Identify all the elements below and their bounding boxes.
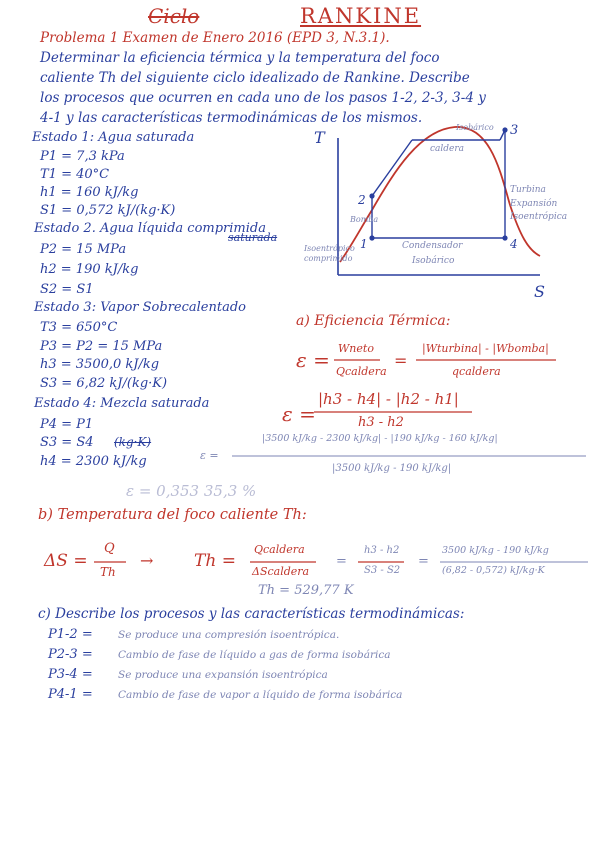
process-label: P3-4 = bbox=[48, 667, 93, 682]
eq-values-denominator: (6,82 - 0,572) kJ/kg·K bbox=[442, 565, 545, 576]
state-2-line: h2 = 190 kJ/kg bbox=[40, 262, 139, 277]
state-3-title: Estado 3: Vapor Sobrecalentado bbox=[34, 300, 246, 315]
state-3-line: P3 = P2 = 15 MPa bbox=[40, 339, 163, 354]
eq-th-lhs: Th = bbox=[194, 551, 236, 571]
state-4-line: P4 = P1 bbox=[40, 417, 94, 432]
point-label-2: 2 bbox=[358, 193, 366, 207]
eq2-denominator: h3 - h2 bbox=[358, 415, 404, 430]
diagram-t-axis-label: T bbox=[314, 128, 325, 147]
point-label-1: 1 bbox=[360, 237, 368, 251]
page-title: RANKINE bbox=[300, 4, 422, 28]
eq-s-diff-denominator: S3 - S2 bbox=[364, 565, 401, 576]
part-b-result: Th = 529,77 K bbox=[258, 583, 354, 598]
state-1-line: S1 = 0,572 kJ/(kg·K) bbox=[40, 203, 176, 218]
diagram-label-turbine: Turbina bbox=[510, 185, 546, 195]
process-label: P4-1 = bbox=[48, 687, 93, 702]
state-3-line: T3 = 650°C bbox=[40, 320, 118, 335]
eq2-lhs: ε = bbox=[282, 402, 316, 426]
eq3-numerator: |3500 kJ/kg - 2300 kJ/kg| - |190 kJ/kg - 160 kJ/kg| bbox=[262, 433, 498, 444]
state-2-line: S2 = S1 bbox=[40, 282, 94, 297]
statement-line-3: los procesos que ocurren en cada uno de los pasos 1-2, 2-3, 3-4 y bbox=[40, 90, 486, 106]
struck-title-word: Ciclo bbox=[148, 4, 200, 28]
state-3-line: h3 = 3500,0 kJ/kg bbox=[40, 357, 160, 372]
eq-equals-2: = bbox=[336, 554, 347, 569]
point-label-4: 4 bbox=[510, 237, 518, 251]
diagram-label-boiler: caldera bbox=[430, 144, 465, 154]
state-4-title: Estado 4: Mezcla saturada bbox=[34, 396, 210, 411]
diagram-s-axis-label: S bbox=[534, 282, 545, 301]
diagram-label-isobaric-bottom: Isobárico bbox=[412, 256, 455, 266]
diagram-label-pump: Bomba bbox=[350, 215, 379, 224]
diagram-label-isentropic: Isoentrópica bbox=[510, 212, 568, 222]
problem-reference: Problema 1 Examen de Enero 2016 (EPD 3, N.3.1). bbox=[40, 30, 390, 46]
state-4-line: S3 = S4 bbox=[40, 435, 94, 450]
eq1-numerator: Wneto bbox=[338, 342, 374, 355]
diagram-label-isobaric-top: Isobárico bbox=[456, 123, 494, 132]
eq-qcaldera-numerator: Qcaldera bbox=[254, 543, 305, 556]
eq2-numerator: |h3 - h4| - |h2 - h1| bbox=[318, 390, 459, 408]
state-3-line: S3 = 6,82 kJ/(kg·K) bbox=[40, 376, 168, 391]
process-description: Cambio de fase de vapor a líquido de forma isobárica bbox=[118, 689, 403, 701]
eq1-denominator: Qcaldera bbox=[336, 365, 387, 378]
eq1-right-numerator: |Wturbina| - |Wbomba| bbox=[422, 342, 549, 355]
state-2-struck-word: saturada bbox=[228, 231, 278, 244]
part-c-heading: c) Describe los procesos y las características termodinámicas: bbox=[38, 606, 465, 622]
eq1-equals: = bbox=[394, 351, 408, 370]
eq-h-diff-numerator: h3 - h2 bbox=[364, 545, 400, 556]
eq-q-numerator: Q bbox=[104, 541, 115, 556]
eq-arrow: → bbox=[140, 551, 154, 570]
part-b-heading: b) Temperatura del foco caliente Th: bbox=[38, 507, 307, 523]
eq1-lhs: ε = bbox=[296, 348, 330, 372]
diagram-label-condenser: Condensador bbox=[402, 241, 463, 251]
state-2-line: P2 = 15 MPa bbox=[40, 242, 127, 257]
state-4-struck-unit: (kg·K) bbox=[114, 435, 152, 449]
eq-th-denominator: Th bbox=[100, 565, 116, 579]
eq3-denominator: |3500 kJ/kg - 190 kJ/kg| bbox=[332, 463, 452, 474]
statement-line-1: Determinar la eficiencia térmica y la temperatura del foco bbox=[40, 50, 440, 66]
statement-line-2: caliente Th del siguiente ciclo idealizado de Rankine. Describe bbox=[40, 70, 470, 86]
state-1-line: T1 = 40°C bbox=[40, 167, 110, 182]
state-4-line: h4 = 2300 kJ/kg bbox=[40, 454, 147, 469]
state-1-line: h1 = 160 kJ/kg bbox=[40, 185, 139, 200]
eq-deltas-denominator: ΔScaldera bbox=[252, 565, 310, 578]
process-label: P1-2 = bbox=[48, 627, 93, 642]
diagram-label-isentropic-compressed: Isoentrópico comprimido bbox=[304, 244, 355, 263]
process-label: P2-3 = bbox=[48, 647, 93, 662]
eq1-right-denominator: qcaldera bbox=[452, 365, 501, 378]
eq-entropy-lhs: ΔS = bbox=[44, 551, 88, 571]
process-description: Cambio de fase de líquido a gas de forma isobárica bbox=[118, 649, 391, 661]
state-1-title: Estado 1: Agua saturada bbox=[32, 130, 195, 145]
point-label-3: 3 bbox=[510, 123, 519, 138]
eq-equals-3: = bbox=[418, 554, 429, 569]
process-description: Se produce una expansión isoentrópica bbox=[118, 669, 328, 681]
part-a-heading: a) Eficiencia Térmica: bbox=[296, 313, 451, 329]
eq-values-numerator: 3500 kJ/kg - 190 kJ/kg bbox=[442, 545, 549, 556]
statement-line-4: 4-1 y las características termodinámicas de los mismos. bbox=[40, 110, 423, 126]
process-description: Se produce una compresión isoentrópica. bbox=[118, 629, 340, 641]
state-2-title: Estado 2. Agua líquida comprimida bbox=[34, 221, 266, 236]
state-1-line: P1 = 7,3 kPa bbox=[40, 149, 125, 164]
diagram-label-expansion: Expansión bbox=[510, 199, 558, 209]
part-a-result: ε = 0,353 35,3 % bbox=[126, 482, 257, 500]
eq3-lhs: ε = bbox=[200, 449, 219, 462]
